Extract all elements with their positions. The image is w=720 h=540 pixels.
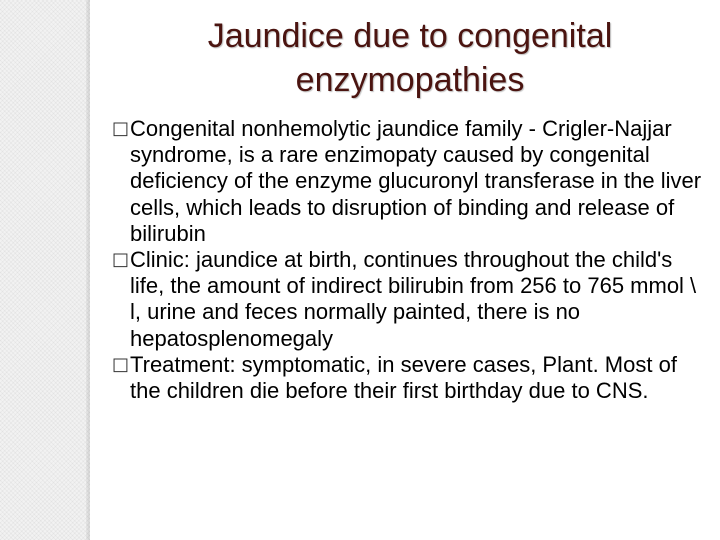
bullet-text: Clinic: jaundice at birth, continues throughout the child's life, the amount of indirect bilirubin from 256 to 765 mmol \ l, urine and feces normally painted, there is no hepatosplenomegaly — [130, 247, 697, 351]
slide-title-line-2: enzymopathies — [295, 61, 525, 99]
square-bullet-icon — [112, 116, 130, 142]
bullet-text: Treatment: symptomatic, in severe cases, Plant. Most of the children die before their first birthday due to CNS. — [130, 351, 677, 404]
slide-title-line-1: Jaundice due to congenital — [207, 17, 613, 55]
textured-side-strip — [0, 0, 90, 540]
square-bullet-icon — [112, 247, 130, 273]
square-bullet-icon — [112, 352, 130, 378]
bullet-item — [112, 352, 712, 404]
bullet-item — [112, 116, 712, 247]
bullet-list — [112, 116, 712, 404]
bullet-item — [112, 247, 712, 352]
slide-title — [120, 14, 700, 102]
bullet-text: Congenital nonhemolytic jaundice family - Crigler-Najjar syndrome, is a rare enzimopaty caused by congenital deficiency of the enzyme glucuronyl transferase in the liver cells, which leads to disruption of binding and release of bilirubin — [130, 116, 702, 246]
